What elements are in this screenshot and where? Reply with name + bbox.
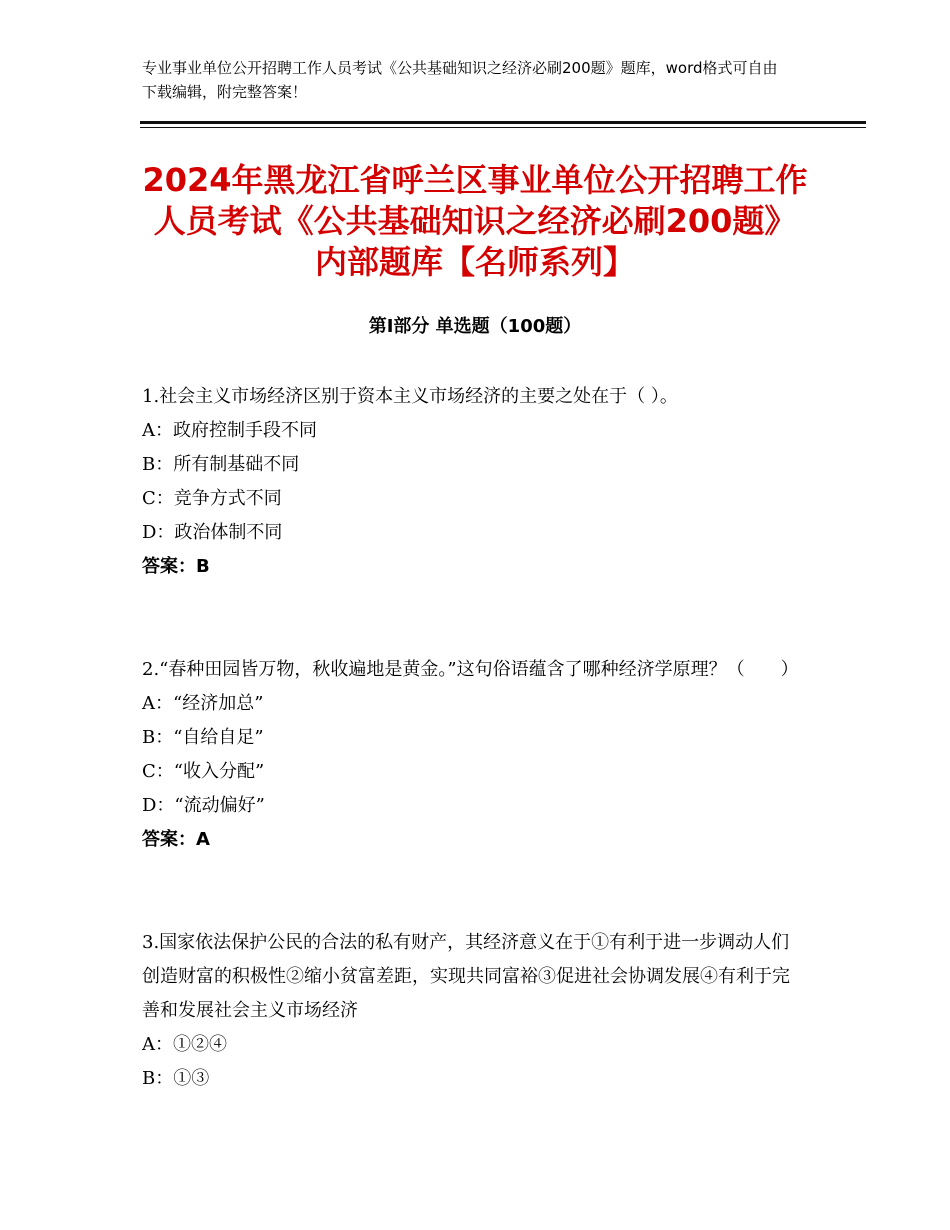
- option-a: A：政府控制手段不同: [142, 420, 317, 441]
- answer: 答案：B: [142, 556, 210, 577]
- answer: 答案：A: [142, 829, 210, 850]
- question-stem: 1.社会主义市场经济区别于资本主义市场经济的主要之处在于（ ）。: [142, 386, 678, 407]
- option-b: B：所有制基础不同: [142, 454, 300, 475]
- question-stem: 3.国家依法保护公民的合法的私有财产，其经济意义在于①有利于进一步调动人们创造财富的积极性②缩小贫富差距，实现共同富裕③促进社会协调发展④有利于完善和发展社会主义市场经济: [142, 932, 790, 1021]
- question-3: [142, 926, 802, 1096]
- option-a: A：①②④: [142, 1034, 227, 1055]
- header-divider-thick: [140, 121, 866, 124]
- option-d: D：“流动偏好”: [142, 795, 265, 816]
- option-b: B：“自给自足”: [142, 727, 264, 748]
- option-d: D：政治体制不同: [142, 522, 283, 543]
- question-stem: 2.“春种田园皆万物，秋收遍地是黄金。”这句俗语蕴含了哪种经济学原理？（ ）: [142, 659, 799, 680]
- section-heading: 第Ⅰ部分 单选题（100题）: [368, 316, 582, 337]
- question-2: [142, 653, 802, 857]
- option-c: C：竞争方式不同: [142, 488, 282, 509]
- option-a: A：“经济加总”: [142, 693, 264, 714]
- header-note: 专业事业单位公开招聘工作人员考试《公共基础知识之经济必刷200题》题库，word格式可自由下载编辑，附完整答案！: [142, 59, 778, 101]
- option-c: C：“收入分配”: [142, 761, 265, 782]
- question-1: [142, 380, 802, 584]
- option-b: B：①③: [142, 1068, 210, 1089]
- header-divider-thin: [140, 127, 866, 128]
- document-title: 2024年黑龙江省呼兰区事业单位公开招聘工作人员考试《公共基础知识之经济必刷200题》内部题库【名师系列】: [142, 161, 808, 281]
